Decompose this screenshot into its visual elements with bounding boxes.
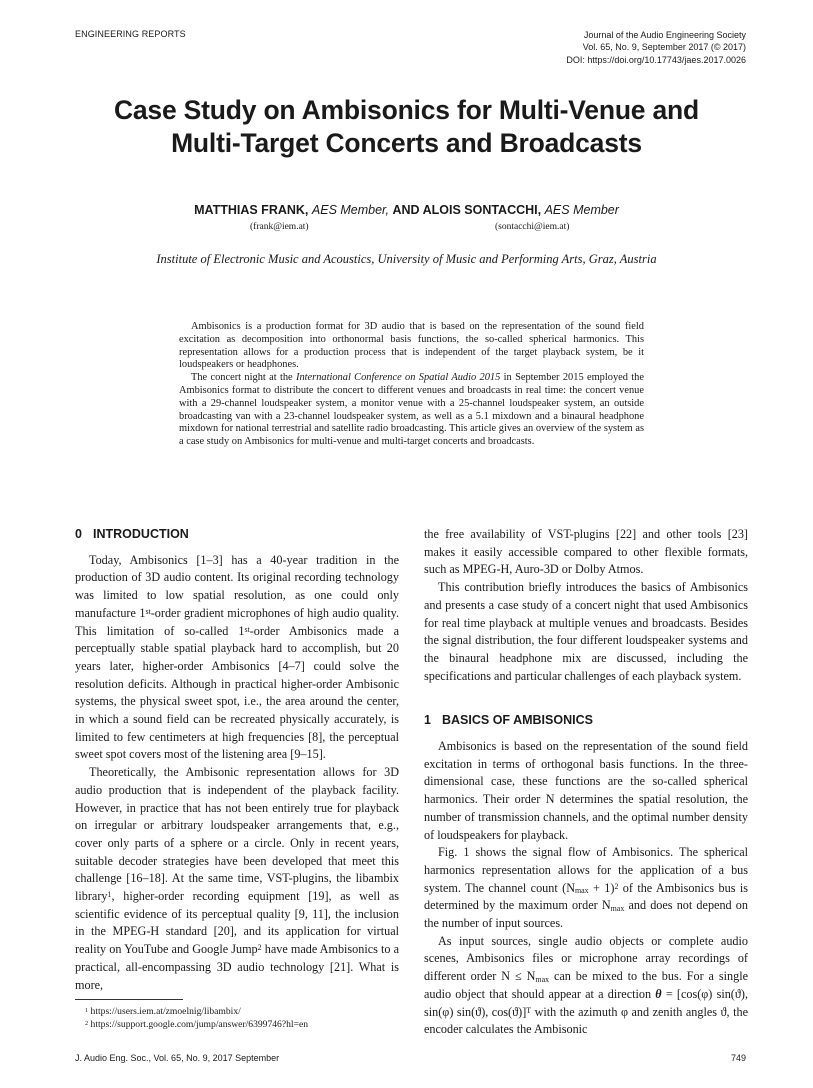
superscript: T (526, 1005, 532, 1015)
body-column-left (75, 526, 399, 994)
subscript: max (575, 886, 589, 896)
author-1-email[interactable]: (frank@iem.at) (250, 222, 309, 232)
footnote-1 (75, 1005, 405, 1018)
paper-title-line-1: Case Study on Ambisonics for Multi-Venue and (113, 95, 700, 125)
section-heading-introduction (75, 526, 399, 544)
footnote-ref-2[interactable]: 2 (257, 943, 262, 953)
author-2-email[interactable]: (sontacchi@iem.at) (495, 222, 570, 232)
author-line (60, 203, 753, 217)
basics-paragraph-1: Ambisonics is based on the representation of the sound field excitation in terms of orthogonal basis functions. In the three-dimensional case, these functions are the so-called spherical harmonics. Their order N determines the spatial resolution, the number of transmission channels, and the optimal number density of loudspeakers for playback. (424, 739, 748, 842)
text-run: , higher-order recording equipment [19], as well as scientific evidence of its perceptual quality [9, 11], the inclusion in the MPEG-H standard [20], and its application for virtual reality on YouTube and Google Jump (75, 889, 399, 957)
section-number: 0 (75, 527, 82, 541)
section-spacer (424, 685, 748, 712)
direction-symbol: θ (655, 986, 662, 1001)
subscript: max (535, 974, 550, 984)
text-run: As input sources, single audio objects or complete audio scenes, Ambisonics files or microphone array recordings of different order N ≤ N (424, 933, 748, 984)
journal-name: Journal of the Audio Engineering Society (583, 30, 746, 40)
paper-title-line-2: Multi-Target Concerts and Broadcasts (171, 128, 642, 158)
intro-paragraph-2-continued: the free availability of VST-plugins [22] and other tools [23] makes it easily accessible compared to other flexible formats, such as MPEG-H, Auro-3D or Dolby Atmos. (424, 527, 748, 577)
author-conjunction: AND ALOIS SONTACCHI, (392, 203, 542, 217)
section-number: 1 (424, 713, 431, 728)
footnote-number: 1 (85, 1006, 89, 1014)
text-run: can be mixed to the bus. For a single audio object that should appear at a direction (424, 969, 748, 1001)
footnote-number: 2 (85, 1020, 89, 1028)
text-run: have made Ambisonics to a practical, all-encompassing 3D audio technology [21]. What is more, (75, 942, 399, 992)
running-header-section: ENGINEERING REPORTS (75, 29, 186, 39)
text-run: Today, Ambisonics [1–3] has a 40-year tradition in the production of 3D audio content. Its original recording technology was limited to low spatial resolution, as one could only manufacture 1 (75, 552, 399, 620)
abstract-text: in September 2015 employed the Ambisonics format to distribute the concert to different venues and broadcasts in real time: the concert venue with a 29-channel loudspeaker system, a monitor venue with a 25-channel loudspeaker system, an outside broadcasting van with a 23-channel loudspeaker system, as well as a 5.1 mixdown and a binaural headphone mixdown for national terrestrial and satellite radio broadcasting. This article gives an overview of the system as a case study on Ambisonics for multi-venue and multi-target concerts and broadcasts. (179, 372, 644, 448)
abstract-paragraph-1: Ambisonics is a production format for 3D audio that is based on the representation of the sound field excitation as decomposition into orthonormal basis functions, the so-called spherical harmonics. This representation allows for a production process that is independent of the target playback system, be it loudspeakers or headphones. (179, 321, 644, 371)
text-run: + 1) (588, 880, 615, 895)
journal-doi[interactable]: DOI: https://doi.org/10.17743/jaes.2017.0026 (566, 54, 746, 65)
subscript: max (610, 903, 625, 913)
text-run: of the Ambisonics bus is determined by the maximum order N (424, 880, 748, 913)
intro-paragraph-2 (75, 764, 399, 994)
section-title: INTRODUCTION (93, 527, 189, 541)
abstract-text: The concert night at the (191, 372, 296, 384)
author-1-name: MATTHIAS FRANK, (194, 203, 309, 217)
abstract-paragraph-2 (179, 372, 644, 449)
author-1-role: AES Member, (311, 203, 390, 217)
section-heading-basics (424, 712, 748, 730)
footnote-divider (75, 999, 183, 1000)
text-run: = [cos(φ) sin(ϑ), sin(φ) sin(ϑ), cos(ϑ)] (424, 986, 748, 1019)
abstract (179, 321, 644, 449)
text-run: Theoretically, the Ambisonic representation allows for 3D audio production that is independent of the playback facility. However, in practice that has not been entirely true for playback on irregular or arbitrary loudspeaker arrangements that, e.g., cover only parts of a sphere or a circle. Only in recent years, suitable decoder strategies have been developed that meet this challenge [16–18]. At the same time, VST-plugins, the libambix library (75, 765, 399, 904)
footnote-ref-1[interactable]: 1 (107, 890, 112, 900)
text-run: Fig. 1 shows the signal flow of Ambisonics. The spherical harmonics representation allows for the application of a bus system. The channel count (N (424, 845, 748, 895)
paper-title (60, 94, 753, 160)
conference-name: International Conference on Spatial Audio 2015 (296, 372, 501, 384)
footnote-link[interactable]: https://support.google.com/jump/answer/6399746?hl=en (88, 1019, 309, 1031)
intro-paragraph-1 (75, 552, 399, 764)
text-run: and does not depend on the number of input sources. (424, 898, 748, 931)
basics-paragraph-2 (424, 844, 748, 933)
text-run: -order gradient microphones of high audio quality. This limitation of so-called 1 (75, 605, 399, 638)
section-title: BASICS OF AMBISONICS (442, 713, 593, 728)
intro-paragraph-3: This contribution briefly introduces the basics of Ambisonics and presents a case study of a concert night that used Ambisonics for real time playback at multiple venues and broadcasts. Besides the signal distribution, the four different loudspeaker systems and the binaural headphone mix are discussed, including the specifications and particular challenges of each playback system. (424, 580, 748, 683)
footnote-2 (75, 1018, 405, 1031)
superscript: 2 (614, 881, 619, 891)
affiliation: Institute of Electronic Music and Acoustics, University of Music and Performing Arts, Graz, Austria (156, 252, 657, 266)
journal-volume: Vol. 65, No. 9, September 2017 (© 2017) (582, 42, 746, 53)
text-run: -order Ambisonics made a perceptually stable spatial playback hard to accomplish, but 20 years later, higher-order Ambisonics [4–7] could solve the resolution deficits. Although in practical higher-order Ambisonic systems, the physical sweet spot, i.e., the area around the center, in which a sound field can be recreated physically accurately, is limited to few centimeters at high frequencies [8], the perceptual sweet spot covers most of the listening area [9–15]. (75, 623, 399, 762)
superscript: st (145, 607, 151, 617)
basics-paragraph-3 (424, 933, 748, 1039)
footnotes (75, 1005, 405, 1031)
footnote-link[interactable]: https://users.iem.at/zmoelnig/libambix/ (88, 1006, 241, 1017)
footer-citation: J. Audio Eng. Soc., Vol. 65, No. 9, 2017 September (75, 1053, 280, 1063)
text-run: with the azimuth φ and zenith angles ϑ, the encoder calculates the Ambisonic (424, 1004, 748, 1037)
body-column-right (424, 526, 748, 1039)
author-2-role: AES Member (544, 203, 619, 217)
superscript: st (244, 624, 250, 634)
page-number: 749 (730, 1053, 746, 1063)
journal-info (566, 29, 746, 66)
